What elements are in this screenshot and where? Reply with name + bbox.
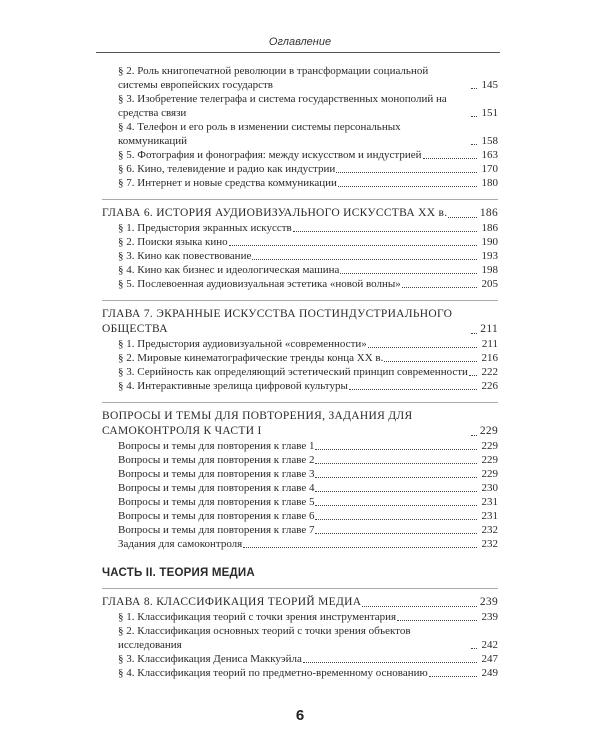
- entry-text: § 6. Кино, телевидение и радио как индустрии: [118, 163, 336, 175]
- toc-entry: [102, 277, 498, 291]
- dot-leader: [397, 620, 477, 621]
- chapter-title: ГЛАВА 6. ИСТОРИЯ АУДИОВИЗУАЛЬНОГО ИСКУССТВА XX в.: [102, 207, 448, 219]
- entry-text: Вопросы и темы для повторения к главе 5: [118, 496, 315, 508]
- dot-leader: [368, 347, 477, 348]
- dot-leader: [340, 273, 477, 274]
- dot-leader: [315, 519, 477, 520]
- entry-page: 231: [481, 496, 498, 508]
- entry-text: § 2. Классификация основных теорий с точки зрения объектов исследования: [118, 625, 411, 651]
- toc-entry: [102, 235, 498, 249]
- toc-entry: [102, 221, 498, 235]
- entry-page: 247: [481, 653, 498, 665]
- dot-leader: [384, 361, 477, 362]
- toc-entry: [102, 652, 498, 666]
- entry-text: Вопросы и темы для повторения к главе 4: [118, 482, 315, 494]
- entry-text: § 2. Поиски языка кино: [118, 236, 228, 248]
- chapter-title: ГЛАВА 8. КЛАССИФИКАЦИЯ ТЕОРИЙ МЕДИА: [102, 596, 362, 608]
- chapter-page: 229: [479, 425, 498, 437]
- toc-entry: [102, 249, 498, 263]
- entry-page: 211: [481, 338, 498, 350]
- dot-leader: [338, 186, 477, 187]
- toc-entry: [102, 379, 498, 393]
- entry-page: 145: [481, 79, 498, 91]
- toc-entry: [102, 92, 498, 120]
- entry-page: 249: [481, 667, 498, 679]
- toc-entry: [102, 495, 498, 509]
- entry-text: § 4. Телефон и его роль в изменении системы персональных коммуникаций: [118, 121, 401, 147]
- chapter-page: 186: [479, 207, 498, 219]
- section-divider: [102, 402, 498, 403]
- entry-text: § 3. Серийность как определяющий эстетический принцип современности: [118, 366, 468, 378]
- dot-leader: [471, 116, 477, 117]
- toc-entry: [102, 467, 498, 481]
- entry-page: 205: [481, 278, 498, 290]
- toc-entry: [102, 481, 498, 495]
- entry-text: § 2. Роль книгопечатной революции в трансформации социальной системы европейских государств: [118, 65, 429, 91]
- entry-text: § 3. Кино как повествование: [118, 250, 252, 262]
- dot-leader: [469, 375, 477, 376]
- dot-leader: [349, 389, 477, 390]
- toc-entry: [102, 148, 498, 162]
- entry-page: 231: [481, 510, 498, 522]
- toc-entry: [102, 453, 498, 467]
- entry-page: 180: [481, 177, 498, 189]
- entry-page: 158: [481, 135, 498, 147]
- section-divider: [102, 588, 498, 589]
- entry-page: 216: [481, 352, 498, 364]
- entry-page: 229: [481, 440, 498, 452]
- dot-leader: [362, 606, 477, 607]
- chapter-heading: [102, 206, 498, 221]
- chapter-heading: [102, 595, 498, 610]
- section-divider: [102, 199, 498, 200]
- entry-text: § 4. Интерактивные зрелища цифровой культуры: [118, 380, 348, 392]
- entry-page: 186: [481, 222, 498, 234]
- dot-leader: [229, 245, 477, 246]
- chapter-heading: [102, 409, 498, 439]
- entry-text: § 3. Классификация Дениса Маккуэйла: [118, 653, 302, 665]
- toc-entry: [102, 351, 498, 365]
- entry-page: 198: [481, 264, 498, 276]
- dot-leader: [243, 547, 477, 548]
- toc-entry: [102, 439, 498, 453]
- entry-text: Вопросы и темы для повторения к главе 7: [118, 524, 315, 536]
- toc-entry: [102, 509, 498, 523]
- dot-leader: [471, 333, 477, 334]
- chapter-title: ВОПРОСЫ И ТЕМЫ ДЛЯ ПОВТОРЕНИЯ, ЗАДАНИЯ ДЛЯ САМОКОНТРОЛЯ К ЧАСТИ I: [102, 410, 413, 437]
- chapter-heading: [102, 307, 498, 337]
- entry-page: 163: [481, 149, 498, 161]
- dot-leader: [471, 88, 477, 89]
- entry-page: 230: [481, 482, 498, 494]
- entry-page: 170: [481, 163, 498, 175]
- dot-leader: [315, 533, 477, 534]
- entry-text: § 5. Фотография и фонография: между искусством и индустрией: [118, 149, 422, 161]
- table-of-contents: [102, 64, 498, 680]
- dot-leader: [315, 491, 477, 492]
- running-head: Оглавление: [268, 36, 332, 48]
- dot-leader: [471, 144, 477, 145]
- toc-entry: [102, 666, 498, 680]
- entry-page: 151: [481, 107, 498, 119]
- entry-text: § 4. Кино как бизнес и идеологическая машина: [118, 264, 340, 276]
- entry-text: Вопросы и темы для повторения к главе 2: [118, 454, 315, 466]
- entry-text: Вопросы и темы для повторения к главе 1: [118, 440, 315, 452]
- dot-leader: [336, 172, 477, 173]
- dot-leader: [448, 217, 477, 218]
- entry-text: § 1. Классификация теорий с точки зрения инструментария: [118, 611, 397, 623]
- dot-leader: [315, 505, 477, 506]
- entry-page: 229: [481, 454, 498, 466]
- toc-entry: [102, 337, 498, 351]
- entry-page: 226: [481, 380, 498, 392]
- entry-text: Задания для самоконтроля: [118, 538, 243, 550]
- dot-leader: [315, 463, 477, 464]
- toc-entry: [102, 263, 498, 277]
- dot-leader: [303, 662, 477, 663]
- entry-text: § 2. Мировые кинематографические тренды конца XX в.: [118, 352, 384, 364]
- entry-page: 190: [481, 236, 498, 248]
- entry-page: 232: [481, 524, 498, 536]
- dot-leader: [315, 477, 477, 478]
- dot-leader: [471, 435, 477, 436]
- dot-leader: [402, 287, 477, 288]
- toc-entry: [102, 523, 498, 537]
- entry-page: 222: [481, 366, 498, 378]
- dot-leader: [429, 676, 477, 677]
- entry-text: § 3. Изобретение телеграфа и система государственных монополий на средства связи: [118, 93, 447, 119]
- entry-text: § 7. Интернет и новые средства коммуникации: [118, 177, 337, 189]
- entry-text: § 5. Послевоенная аудиовизуальная эстетика «новой волны»: [118, 278, 401, 290]
- entry-page: 239: [481, 611, 498, 623]
- toc-entry: [102, 365, 498, 379]
- dot-leader: [315, 449, 477, 450]
- entry-text: § 1. Предыстория аудиовизуальной «современности»: [118, 338, 367, 350]
- header-rule: [96, 52, 500, 53]
- dot-leader: [423, 158, 477, 159]
- toc-entry: [102, 624, 498, 652]
- toc-entry: [102, 610, 498, 624]
- entry-text: § 1. Предыстория экранных искусств: [118, 222, 292, 234]
- part-heading: ЧАСТЬ II. ТЕОРИЯ МЕДИА: [102, 567, 255, 579]
- page-number: 6: [295, 707, 305, 724]
- dot-leader: [471, 648, 477, 649]
- toc-entry: [102, 120, 498, 148]
- toc-entry: [102, 537, 498, 551]
- dot-leader: [252, 259, 477, 260]
- dot-leader: [293, 231, 477, 232]
- entry-text: Вопросы и темы для повторения к главе 3: [118, 468, 315, 480]
- entry-page: 193: [481, 250, 498, 262]
- section-divider: [102, 300, 498, 301]
- entry-page: 229: [481, 468, 498, 480]
- toc-entry: [102, 176, 498, 190]
- chapter-page: 211: [480, 323, 498, 335]
- entry-text: Вопросы и темы для повторения к главе 6: [118, 510, 315, 522]
- toc-entry: [102, 64, 498, 92]
- chapter-title: ГЛАВА 7. ЭКРАННЫЕ ИСКУССТВА ПОСТИНДУСТРИАЛЬНОГО ОБЩЕСТВА: [102, 308, 453, 335]
- entry-page: 232: [481, 538, 498, 550]
- entry-page: 242: [481, 639, 498, 651]
- entry-text: § 4. Классификация теорий по предметно-временному основанию: [118, 667, 428, 679]
- toc-entry: [102, 162, 498, 176]
- chapter-page: 239: [479, 596, 498, 608]
